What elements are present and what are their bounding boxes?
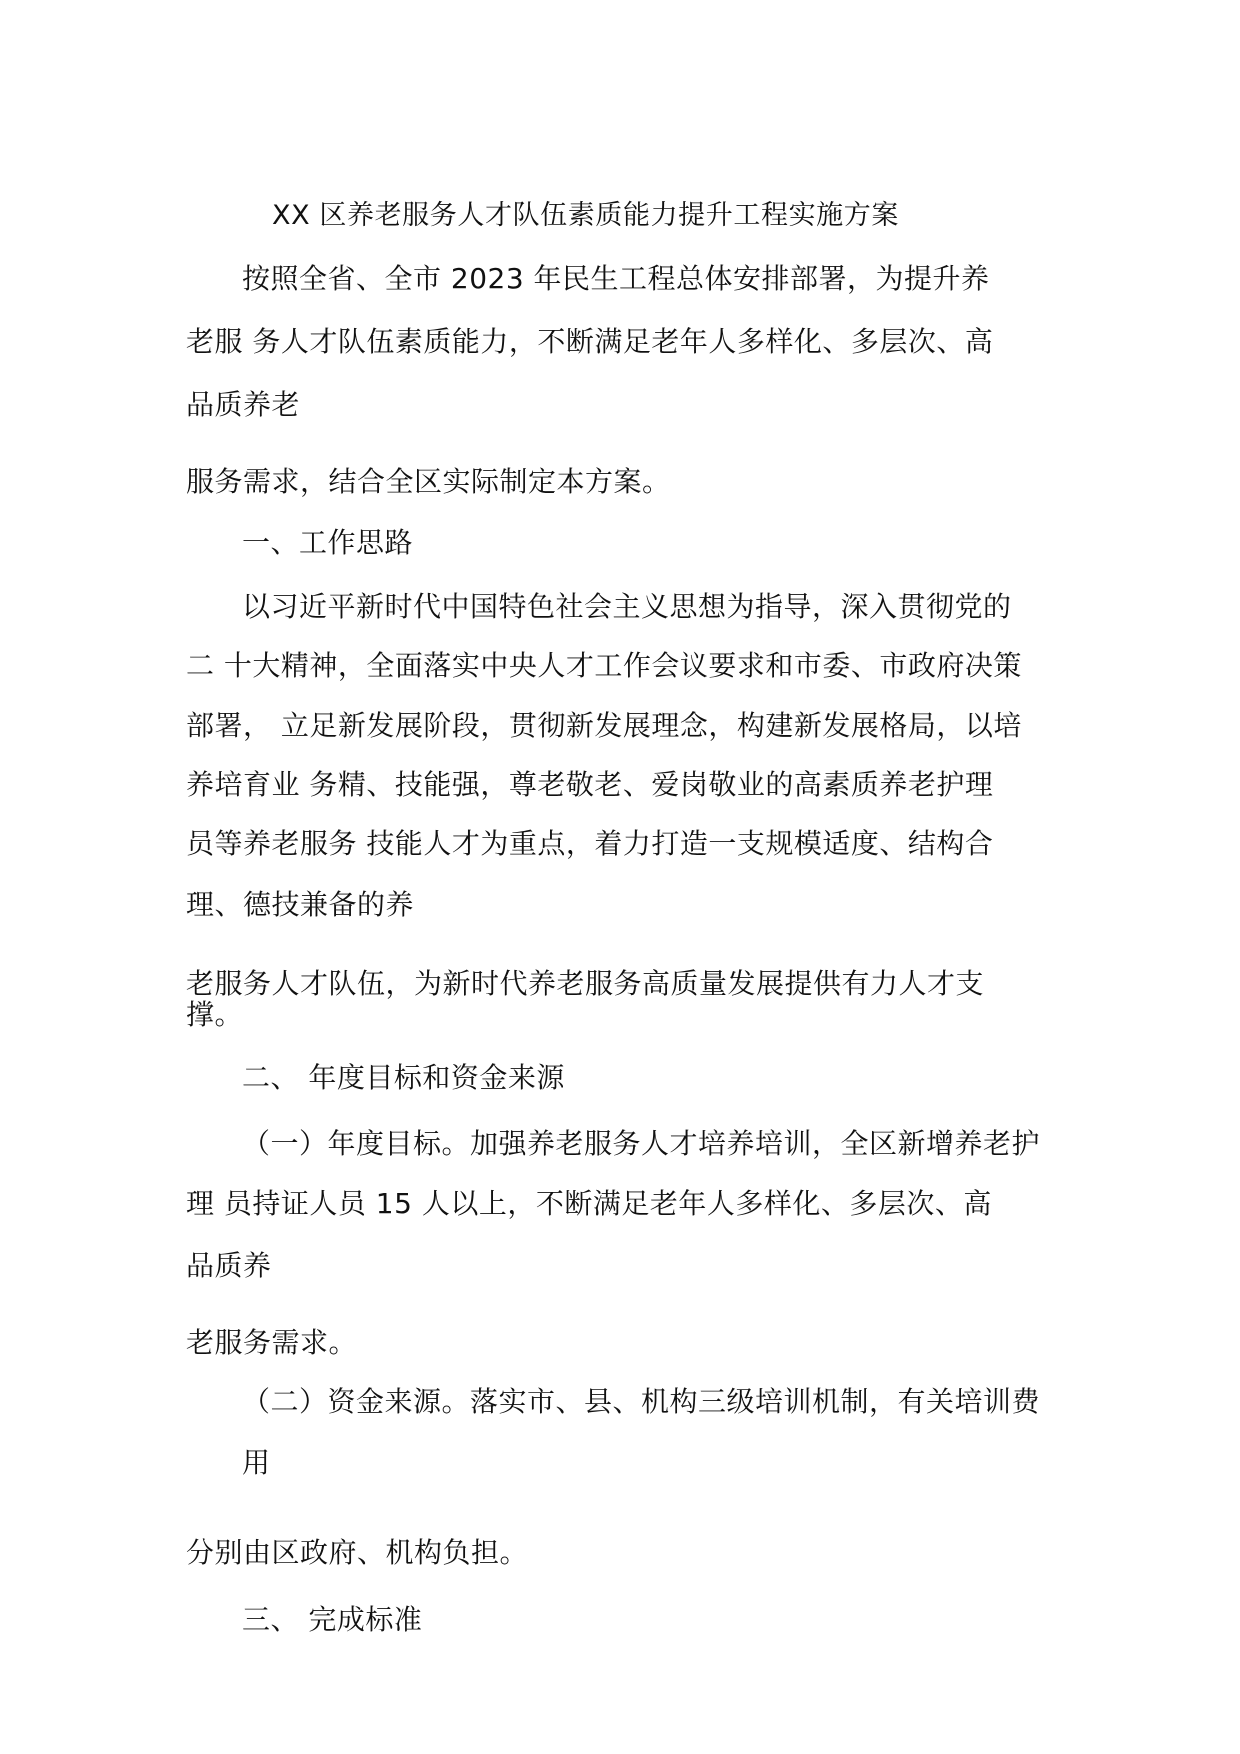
section-2-line-7: 分别由区政府、机构负担。 — [186, 1536, 529, 1569]
document-title: XX 区养老服务人才队伍素质能力提升工程实施方案 — [272, 200, 899, 231]
section-1-line-7: 老服务人才队伍，为新时代养老服务高质量发展提供有力人才支 — [186, 967, 985, 1000]
section-2-line-4: 老服务需求。 — [186, 1326, 358, 1359]
section-2-heading: 二、 年度目标和资金来源 — [242, 1061, 565, 1094]
section-2-line-6: 用 — [242, 1446, 271, 1479]
intro-line-1: 按照全省、全市 2023 年民生工程总体安排部署，为提升养 — [242, 262, 990, 295]
section-2-line-2: 理 员持证人员 15 人以上，不断满足老年人多样化、多层次、高 — [186, 1187, 992, 1220]
intro-line-3: 品质养老 — [186, 388, 301, 421]
section-1-line-2: 二 十大精神，全面落实中央人才工作会议要求和市委、市政府决策 — [186, 649, 1022, 682]
section-1-line-6: 理、德技兼备的养 — [186, 888, 415, 921]
section-2-line-3: 品质养 — [186, 1249, 272, 1282]
section-1-line-8: 撑。 — [186, 998, 244, 1031]
section-2-line-5: （二）资金来源。落实市、县、机构三级培训机制，有关培训费 — [242, 1385, 1041, 1418]
section-1-line-3: 部署， 立足新发展阶段，贯彻新发展理念，构建新发展格局，以培 — [186, 709, 1022, 742]
intro-line-4: 服务需求，结合全区实际制定本方案。 — [186, 465, 671, 498]
section-1-heading: 一、工作思路 — [242, 526, 414, 559]
section-2-line-1: （一）年度目标。加强养老服务人才培养培训，全区新增养老护 — [242, 1127, 1041, 1160]
section-1-line-5: 员等养老服务 技能人才为重点，着力打造一支规模适度、结构合 — [186, 827, 994, 860]
section-1-line-1: 以习近平新时代中国特色社会主义思想为指导，深入贯彻党的 — [242, 590, 1012, 623]
intro-line-2: 老服 务人才队伍素质能力，不断满足老年人多样化、多层次、高 — [186, 325, 994, 358]
section-3-heading: 三、 完成标准 — [242, 1603, 423, 1636]
section-1-line-4: 养培育业 务精、技能强，尊老敬老、爱岗敬业的高素质养老护理 — [186, 768, 994, 801]
